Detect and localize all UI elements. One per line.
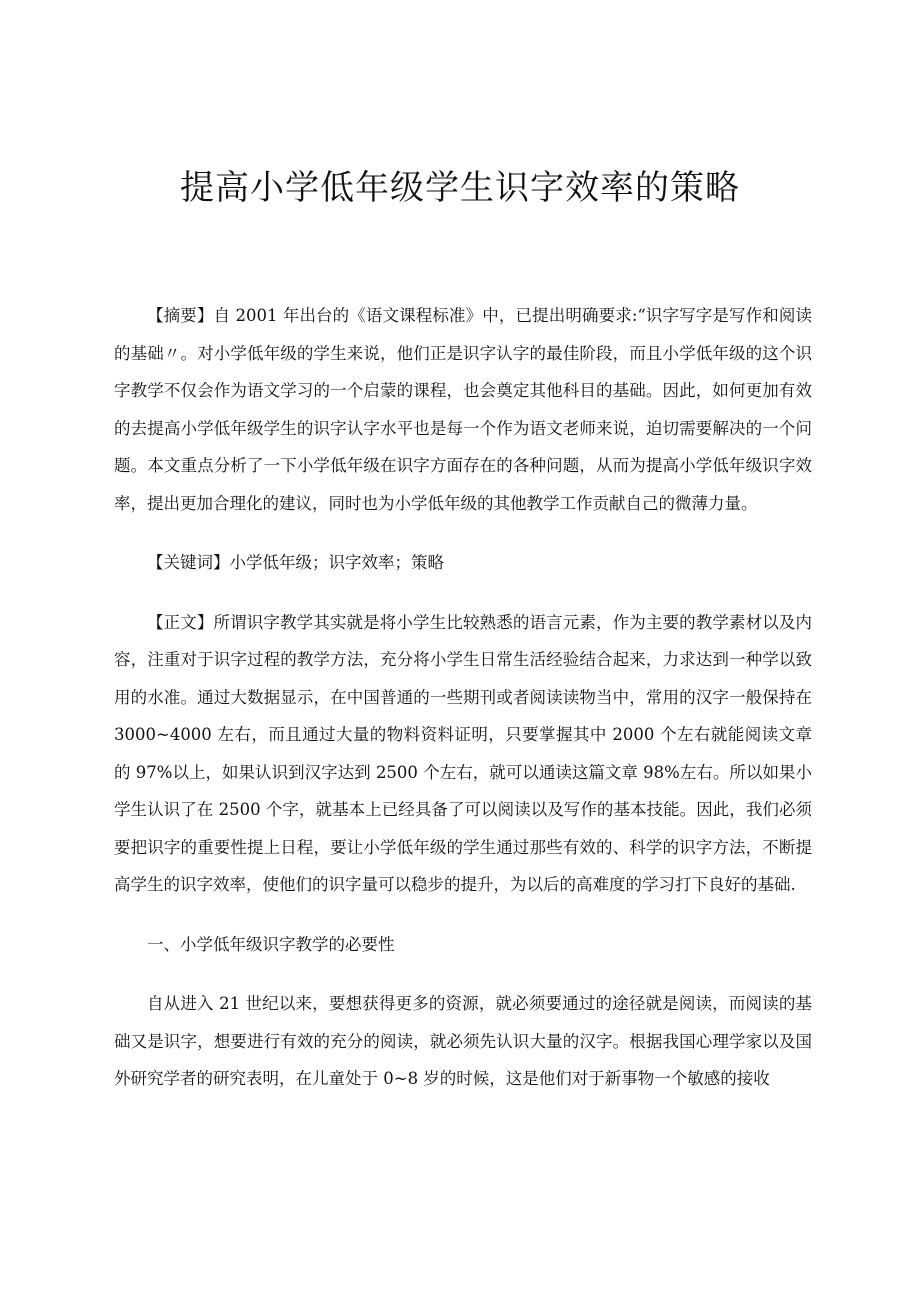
section-1-heading: 一、小学低年级识字教学的必要性 [147,934,395,954]
section-1-paragraph: 自从进入 21 世纪以来，要想获得更多的资源，就必须要通过的途径就是阅读，而阅读的基础又是识字，想要进行有效的充分的阅读，就必须先认识大量的汉字。根据我国心理学家以及国外研究学者的研究表明，在儿童处于 0~8 岁的时候，这是他们对于新事物一个敏感的接收 [114,994,812,1088]
keywords-text: 小学低年级；识字效率；策略 [229,553,444,572]
abstract-label: 【摘要】 [147,306,214,325]
abstract-text: 自 2001 年出台的《语文课程标准》中，已提出明确要求:“识字写字是写作和阅读的基础〃。对小学低年级的学生来说，他们正是识字认字的最佳阶段，而且小学低年级的这个识字教学不仅会作为语文学习的一个启蒙的课程，也会奠定其他科目的基础。因此，如何更加有效的去提高小学低年级学生的识字认字水平也是每一个作为语文老师来说，迫切需要解决的一个问题。本文重点分析了一下小学低年级在识字方面存在的各种问题，从而为提高小学低年级识字效率，提出更加合理化的建议，同时也为小学低年级的其他教学工作贡献自己的微薄力量。 [114,306,813,513]
keywords-paragraph [114,544,812,582]
body-intro-label: 【正文】 [147,612,214,632]
document-title: 提高小学低年级学生识字效率的策略 [180,168,740,208]
body-intro-paragraph [114,604,812,904]
document-body [114,297,812,1098]
keywords-label: 【关键词】 [147,553,230,572]
body-intro-text: 所谓识字教学其实就是将小学生比较熟悉的语言元素，作为主要的教学素材以及内容，注重对于识字过程的教学方法，充分将小学生日常生活经验结合起来，力求达到一种学以致用的水准。通过大数据显示，在中国普通的一些期刊或者阅读读物当中，常用的汉字一般保持在 3000~4000 左右，而且通过大量的物料资料证明，只要掌握其中 2000 个左右就能阅读文章的 97%以上，如果认识到汉字达到 2500 个左右，就可以通读这篇文章 98%左右。所以如果小学生认识了在 2500 个字，就基本上已经具备了可以阅读以及写作的基本技能。因此，我们必须要把识字的重要性提上日程，要让小学低年级的学生通过那些有效的、科学的识字方法，不断提高学生的识字效率，使他们的识字量可以稳步的提升，为以后的高难度的学习打下良好的基础. [114,612,813,894]
abstract-paragraph [114,297,812,522]
